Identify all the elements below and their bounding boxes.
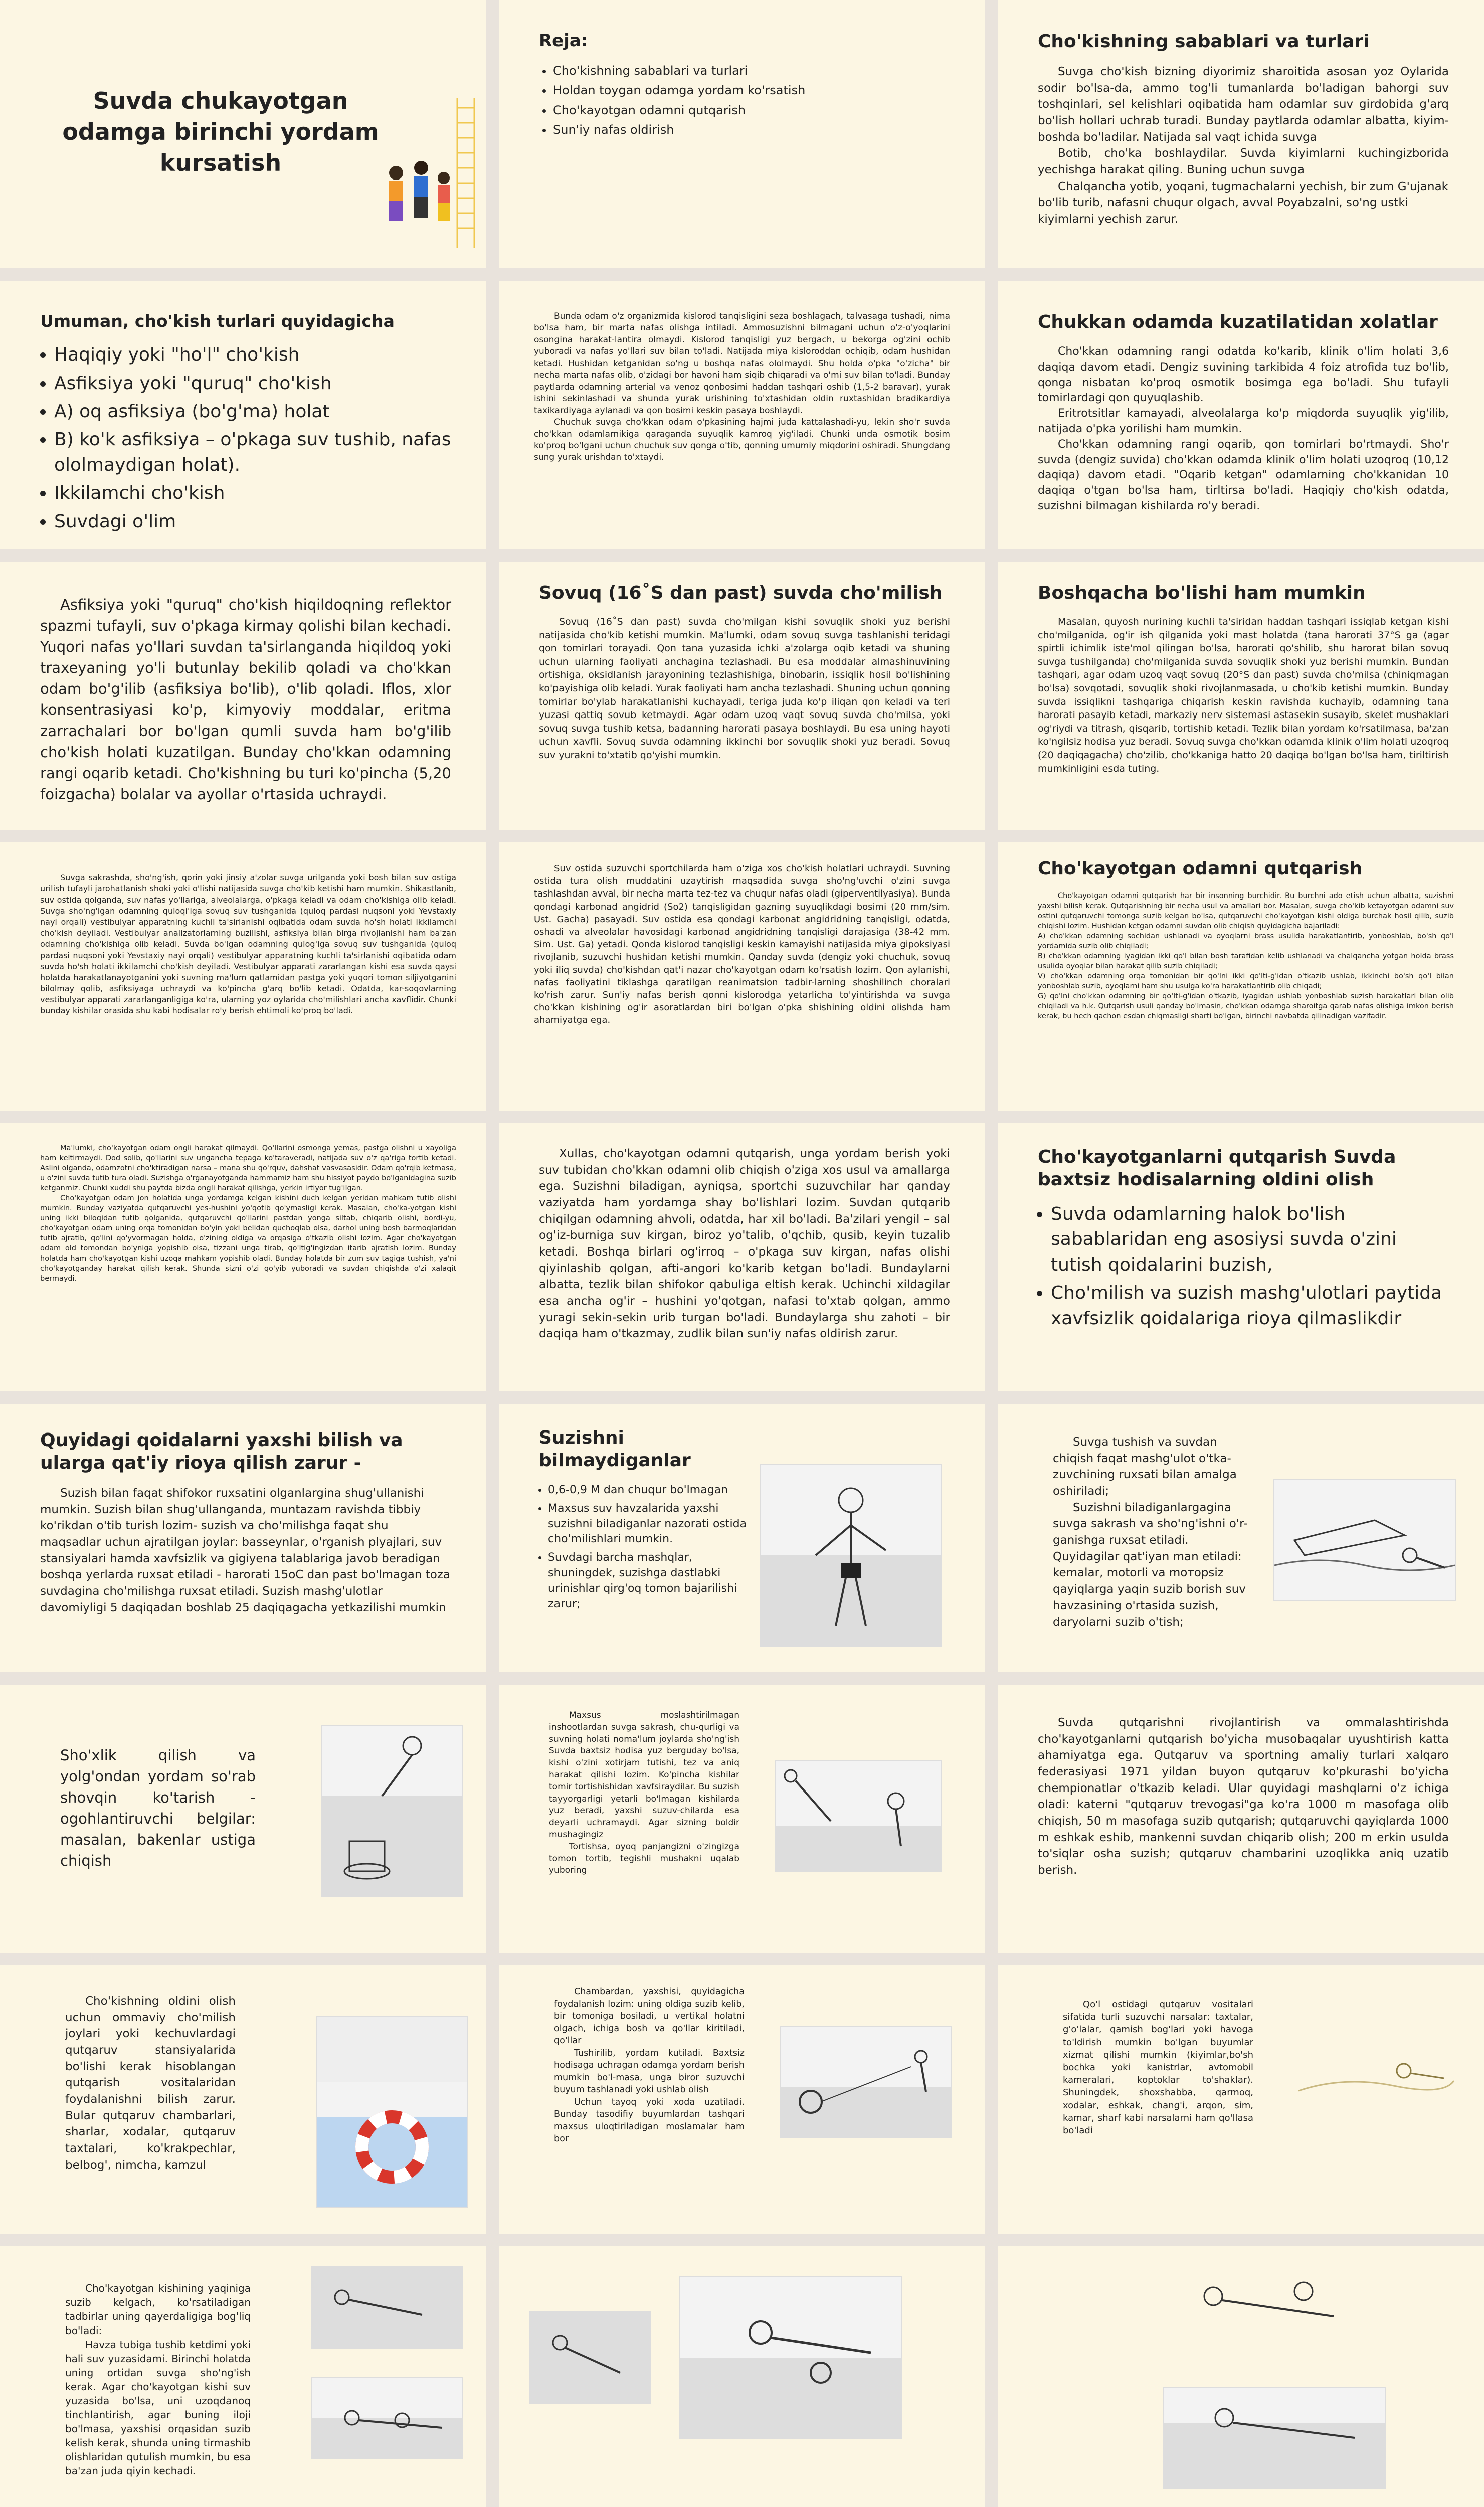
slide-text: Masalan, quyosh nurining kuchli ta'siridan haddan tashqari issiqlab ketgan kishi cho'milganida, og'ir ish qilganida yoki mast holatda (tana harorati 37°S ga (agar spirtli ichimlik iste'mol qilingan bo'lsa, harorati qo'shilib, shu harorat bilan sovuq suvga tushilganda) cho'milganida suvda sovuqlik shoki yuz berishi mumkin. Bundan tashqari, agar odam uzoq vaqt sovuq (20°S dan past) suvda cho'milsa (chiniqmagan bo'lsa) sovqotadi, sovuqlik shoki rivojlanmasada, u cho'kib ketishi mumkin. Bunday suvda issiqlikni tashqariga chiqarish keskin ravishda kuchayib, odamning tana harorati pasayib ketadi, markaziy nerv sistemasi astasekin susayib, skelet mushaklari og'riydi va titrash, qisqarib, tortishib ketadi. Tezlik bilan yordam ko'rsatilmasa, ba'zan ko'ngilsiz hodisa yuz beradi. Sovuq suvga cho'kkan odamda klinik o'lim holati uzoqroq (20 daqiqagacha) cho'zilib, cho'kkaniga hatto 20 daqiqa bo'lgan bo'lsa ham, tiriltirish mumkinligini esda tuting. — [1038, 616, 1449, 774]
slide-equipment — [0, 1965, 486, 2234]
rescue-pair-illustration — [679, 2276, 902, 2439]
slide-text: Havza tubiga tushib ketdimi yoki hali suv yuzasidami. Birinchi holatda uning ortidan suvga sho'ng'ish kerak. Agar cho'kayotgan kishi suv yuzasida bo'lsa, uni uzoqdanoq tinchlantirish, agar buning iloji bo'lmasa, yaxshisi orqasidan suzib kelish kerak, shunda uning tirmashib olishlaridan qutulish mumkin, bu esa ba'zan juda qiyin kechadi. — [65, 2339, 251, 2477]
rescue-item: G) qo'lni cho'kkan odamning bir qo'lti-g'idan o'tkazib, iyagidan ushlab yonboshlab suzish harakatlari bilan olib chiqiladi va h.k. Qutqarish usuli qanday bo'lmasin, cho'kkan odamga sharoitga qarab nafas olishiga imkon berish kerak, bu hech qachon esdan chiqmasligi sharti bo'lgan, birinchi navbatda qilinadigan vazifadir. — [1038, 992, 1454, 1020]
slide-text: Sho'xlik qilish va yolg'ondan yordam so'rab shovqin ko'tarish - ogohlantiruvchi belgilar: masalan, bakenlar ustiga chiqish — [60, 1747, 256, 1870]
types-list — [40, 342, 451, 534]
slide-cold-water — [499, 562, 985, 830]
slide-text: Cho'kayotgan odam jon holatida unga yordamga kelgan kishini duch kelgan yeridan mahkam tutib olishi mumkin. Bunday vaziyatda qutqaruvchi yes-hushini yo'qotib qo'ymasligi kerak. Masalan, cho'ka-yotgan kishi uning ikki biloqidan tutib qolganida, qutqaruvchi qo'llarini pastdan yonga siltab, chiqarib olishi, bordi-yu, cho'kayotgan odam uning orqa tomonidan bo'yin yoki belidan quchoqlab olsa, darhol uning bosh barmoqlaridan tutib ajratib, qo'lini qo'yvormagan holda, o'zining oldiga va orqasiga o'tkazib olishi lozim. Agar cho'kayotgan odam old tomondan bo'yniga yopishib olsa, tizzani unga tirab, qo'ltig'ingizdan itarib ajratish lozim. Bunday holatda ham cho'kayotgan kishi uzoqa mahkam yopishib oladi. Bunday holatda bir zum suv tagiga tushish, ya'ni cho'kayotganday harakat qilish kerak. Shunda sizni o'zi qo'yib yuboradi va suvdan chiqishda o'zi xalaqit bermaydi. — [40, 1194, 456, 1283]
prevention-item: • Suvda odamlarning halok bo'lish sabablaridan eng asosiysi suvda o'zini tutish qoidalarini buzish, — [1051, 1202, 1449, 1278]
slide-diving — [499, 1685, 985, 1953]
slide-body-text — [499, 281, 985, 549]
slide-text: Suvga sakrashda, sho'ng'ish, qorin yoki jinsiy a'zolar suvga urilganda yoki bosh bilan suv ostiga urilish tufayli jarohatlanish shoki yoki o'lishi natijasida suvga cho'kib ketishi ham mumkin. Shikastlanib, suv ostida qolganda, suv nafas yo'llariga, alveolalarga, o'pkaga keladi va odam cho'kishiga olib keladi. Suvga sho'ng'igan odamning quloqi'iga sovuq suv tushganida (quloq pardasi nuqsoni yoki Yevstaxiy nayi orqali) vestibulyar apparatning kuchli ta'sirlanishi oqibatida odam suvda ho'sh holati ikkilamchi cho'kish deyiladi. Vestibulyar analizatorlarning buzilishi, asfiksiya bilan birga rivojlanishi ham ba'zan odamning cho'kishiga olib keladi. Suvda bo'lgan odamning qulog'iga sovuq suv tushganida (quloq pardasi nuqsoni yoki Yevstaxiy nayi orqali) vestibulyar apparatning kuchli ta'sirlanishi oqibatida odam suvda ho'sh holati ikkilamchi cho'kish deyiladi. Vestibulyar apparati zararlangan kishi esa suvda qaysi holatda harakatlanayotganini yoki suvning ma'lum qatlamidan pastga yoki yuqori tomon siljiyotganini bilolmay qolib, asfiksiyaga uchraydi va ko'pincha g'arq bo'lib ketadi. Odatda, kar-soqovlarning vestibulyar apparati zararlanganligiga ko'ra, ularning yoz oylarida cho'milishlari ancha xavflidir. Chunki bunday kishilar orasida shu kabi hodisalar ro'y berish ehtimoli ko'proq bo'ladi. — [40, 873, 456, 1015]
non-swimmers-list — [539, 1483, 750, 1612]
slide-text: Eritrotsitlar kamayadi, alveolalarga ko'p miqdorda suyuqlik yig'ilib, natijada o'pka yorilishi ham mumkin. — [1038, 407, 1449, 435]
diver-illustration — [775, 1760, 942, 1872]
ladder-decoration — [455, 98, 476, 248]
slide-heading: Umuman, cho'kish turlari quyidagicha — [40, 311, 395, 331]
rescue-ring-illustration — [316, 2016, 468, 2208]
rescue-item: A) cho'kkan odamning sochidan ushlanadi va oyoqlarni brass usulida harakatlantirib, yonboshlab, bo'sh qo'l yordamida suzib olib chiqiladi; — [1038, 932, 1454, 950]
slide-prevention — [998, 1123, 1484, 1391]
plan-item: • Cho'kayotgan odamni qutqarish — [553, 102, 950, 119]
non-swimmers-item: • 0,6-0,9 M dan chuqur bo'lmagan — [548, 1483, 750, 1498]
slide-images-2 — [998, 2246, 1484, 2507]
slide-text: Uchun tayoq yoki xoda uzatiladi. Bunday tasodifiy buyumlardan tashqari maxsus uloqtiriladigan moslamalar ham bor — [554, 2097, 745, 2144]
plan-item: • Cho'kishning sabablari va turlari — [553, 63, 950, 80]
rescue-list — [1038, 931, 1454, 1021]
slide-text: Bunda odam o'z organizmida kislorod tanqisligini seza boshlagach, talvasaga tushadi, nima bo'lsa ham, bir marta nafas olishga intiladi. Ammosuzishni bilmagani uchun o'z-o'yoqlarini osongina harakat-lantira olmaydi. Kislorod tanqisligi yuz bergach, u bekorga og'zini ochib yuboradi va nafas yo'llari suv bilan to'ladi. Natijada miya kisloroddan ochiqib, odam hushidan ketadi. Hushidan ketganidan so'ng u boshqa nafas ololmaydi. Shu holda o'pka "o'zicha" bir necha marta nafas olib, o'zidagi bor havoni ham siqib chiqaradi va o'mi suv bilan to'ladi. Bunday paytlarda odamning arterial va venoz qonbosimi haddan tashqari oshib (1,5-2 baravar), yurak ishini sekinlashadi va shunda yurak urishining to'xtashidan oldin ruxtashidan bradikardiya taxikardiyaga aylanadi va qon bosimi keskin pasaya boshlaydi. — [534, 311, 950, 416]
slide-text: Cho'kkan odamning rangi oqarib, qon tomirlari bo'rtmaydi. Sho'r suvda (dengiz suvida) cho'kkan odamda klinik o'lim holati uzoqroq (10,12 daqiqa) davom etadi. "Oqarib ketgan" odamlarning cho'kkanidan 10 daqiqa o'tgan bo'lsa ham, tirltirsa bo'ladi. Haqiqiy cho'kish odatda, suzishni bilmagan kishilarda ro'y beradi. — [1038, 438, 1449, 512]
people-illustration — [366, 143, 466, 243]
slide-text: Xullas, cho'kayotgan odamni qutqarish, unga yordam berish yoki suv tubidan cho'kkan odamni olib chiqish o'ziga xos usul va amallarga ega. Suzishni biladigan, ayniqsa, sportchi suzuvchilar har qanday vaziyatda ham yordamga shay bo'lishlari lozim. Suvdan qutqarib chiqilgan odamning ahvoli, odatda, har xil bo'ladi. Ba'zilari yengil – sal og'iz-burniga suv kirgan, biroz yo'talib, o'qchib, qusib, keyin tuzalib ketadi. Boshqa birlari og'irroq – o'pkaga suv kirgan, nafas olishi qiyinlashib qolgan, afti-angori ko'karib ketgan bo'ladi. Bundaylarni albatta, tezlik bilan shifokor qabuliga eltish kerak. Uchinchi xildagilar esa ancha og'ir – hushini yo'qotgan, nafasi to'xtab qolgan, ammo yuragi sekin-sekin urib turgan bo'ladi. Bundaylarga shu zahoti – bir daqiqa ham o'tkazmay, zudlik bilan sun'iy nafas oldirish zarur. — [539, 1147, 950, 1341]
towing-illustration — [1163, 2261, 1384, 2372]
slide-rescue — [998, 842, 1484, 1111]
slide-heading: Cho'kishning sabablari va turlari — [1038, 31, 1370, 52]
non-swimmers-item: • Suvdagi barcha mashqlar, shuningdek, suzishga dastlabki urinishlar qirg'oq tomon bajarilishi zarur; — [548, 1550, 750, 1612]
slide-text: Cho'kayotgan odamni qutqarish har bir insonning burchidir. Bu burchni ado etish uchun albatta, suzishni yaxshi bilish kerak. Qutqarishning bir necha usul va amallari bor. Masalan, suvga cho'kib ketayotgan odamni suv ostini qutqaruvchi tomonga suzib kelgan bo'lsa, qutqaruvchi cho'kayotgan kishi oldiga burchak hosil qilib, suzib chiqishi lozim. Hushidan ketgan odamni suvdan olib chiqish quyidagicha bajariladi: — [1038, 892, 1454, 930]
slide-divers — [499, 842, 985, 1111]
slide-text: Chalqancha yotib, yoqani, tugmachalarni yechish, bir zum G'ujanak bo'lib turib, nafasni chuqur olgach, avval Poyabzalni, so'ng ustki kiyimlarni yechish zarur. — [1038, 180, 1449, 226]
slide-text: Chambardan, yaxshisi, quyidagicha foydalanish lozim: uning oldiga suzib kelib, bir tomoniga bosiladi, u vertikal holatni olgach, ichiga bosh va qo'llar kiritiladi, qo'llar — [554, 1987, 745, 2046]
boat-swimmer-illustration — [1273, 1479, 1456, 1601]
rescue-item: B) cho'kkan odamning iyagidan ikki qo'l bilan bosh tarafidan kelib ushlanadi va chalqancha yotgan holda brass usulida oyoqlar bilan harakat qilib suzib chiqiladi; — [1038, 952, 1454, 970]
plan-item: • Holdan toygan odamga yordam ko'rsatish — [553, 82, 950, 99]
prevention-list — [1038, 1202, 1449, 1331]
slide-heading: Chukkan odamda kuzatilatidan xolatlar — [1038, 312, 1438, 332]
carry-illustration — [529, 2311, 651, 2404]
slide-title — [0, 0, 486, 268]
slide-ring-usage — [499, 1965, 985, 2234]
presentation-title: Suvda chukayotgan odamga birinchi yordam kursatish — [62, 87, 379, 177]
slide-text: Suv ostida suzuvchi sportchilarda ham o'ziga xos cho'kish holatlari uchraydi. Suvning ostida tura olish muddatini uzaytirish maqsadida suvga sho'ng'uvchi o'zini suvga tashlashdan avval, bir necha marta tez-tez va chuqur nafas oladi (giperventilyasiya). Bunda qondagi karbonad angidrid (So2) tanqisligidan gazning suyuqlikdagi bosimi (20 mm/sim. Ust. Gacha) pasayadi. Suv ostida esa qondagi karbonat angidridning tanqisligi, odatda, oshadi va alveolalar havosidagi karbonad angidridning tanqisligi darajasiga (38-42 mm. Sim. Ust. Ga) yetadi. Qonda kislorod tanqisligi keskin kamayishi natijasida miya gipoksiyasi rivojlanib, suzuvchi hushidan ketishi mumkin. Qanday suvda (dengiz yoki chuchuk, sovuq yoki iliq suvda) cho'kishdan qat'i nazar cho'kayotgan odam ko'rsatish lozim. Qon aylanishi, nafas faoliyatini tiklashga qaratilgan reanimatsion tadbir-larning shoshilinch choralari ko'rish zarur. Sun'iy nafas berish qonni kislorodga yetarlicha to'yintirishda va suvga cho'kkan kishining og'ir asoratlardan biri bo'lgan o'pka shishining oldini olishda ham ahamiyatga ega. — [534, 863, 950, 1026]
slide-text: Suvga tushish va suvdan chiqish faqat mashg'ulot o'tka-zuvchining ruxsati bilan amalga oshiriladi; — [1053, 1436, 1237, 1498]
types-item: • Haqiqiy yoki "ho'l" cho'kish — [54, 342, 451, 368]
slide-warnings — [0, 1685, 486, 1953]
slide-text: Tushirilib, yordam kutiladi. Baxtsiz hodisaga uchragan odamga yordam berish mumkin bo'l-masa, unga biror suzuvchi buyum tashlanadi yoki ushlab olish — [554, 2048, 745, 2095]
types-item: • A) oq asfiksiya (bo'g'ma) holat — [54, 399, 451, 424]
slide-heading: Suzishni bilmaydiganlar — [539, 1427, 691, 1471]
slide-entry-rules — [998, 1404, 1484, 1672]
slide-text: Suvda qutqarishni rivojlantirish va ommalashtirishda cho'kayotganlarni qutqarish bo'yicha musobaqalar uyushtirish katta ahamiyatga ega. Qutqaruv va sportning amaliy turlari xalqaro federasiyasi 1971 yildan buyon qutqaruv ko'pkurashi bo'yicha chempionatlar o'tkazib keladi. Ular quyidagi mashqlarni o'z ichiga oladi: katerni "qutqaruv trevogasi"ga ko'ra 1000 m masofaga olib chiqish, 50 m masofaga suzib qutqarish; qutqaruvchi qayiqlarda 1000 m eshkak eshib, mankenni suvdan chiqarib olish; 200 m erkin usulda to'siqlar osha suzish; qutqaruv chambarini uzoqlikka aniq uzatib berish. — [1038, 1716, 1449, 1877]
slide-text: Cho'kayotgan kishining yaqiniga suzib kelgach, ko'rsatiladigan tadbirlar uning qayerdaligiga bog'liq bo'ladi: — [65, 2282, 251, 2337]
slide-behaviour — [0, 1123, 486, 1391]
plan-item: • Sun'iy nafas oldirish — [553, 122, 950, 139]
slide-text: Suzishni biladiganlargagina suvga sakrash va sho'ng'ishni o'r-ganishga ruxsat etiladi. Quyidagilar qat'iyan man etiladi: kemalar, motorli va moторsiz qayiqlarga yaqin suzib borish suv havzasining o'rtasida suzish, daryolarni suzib o'tish; — [1053, 1501, 1248, 1629]
slide-heading: Boshqacha bo'lishi ham mumkin — [1038, 583, 1366, 603]
slide-text: Botib, cho'ka boshlaydilar. Suvda kiyimlarni kuchingizborida yechishga harakat qiling. Buning uchun suvga — [1038, 147, 1449, 176]
slide-text: Suzish bilan faqat shifokor ruxsatini olganlargina shug'ullanishi mumkin. Suzish bilan shug'ullanganda, muntazam ravishda tibbiy ko'rikdan o'tib turish lozim- suzish va cho'milishga faqat shu maqsadlar uchun ajratilgan joylar: basseynlar, o'rganish plyajlari, suv stansiyalari hamda xavfsizlik va gigiyena talablariga javob beradigan boshqa yerlarda ruxsat etiladi - harorati 15oC dan past bo'lmagan toza suvdagina cho'milishga ruxsat etiladi. Suzish mashg'ulotlar davomiyligi 5 daqiqadan boshlab 25 daqiqagacha yetkazilishi mumkin — [40, 1487, 450, 1615]
slide-approach — [0, 2246, 486, 2507]
types-item: • Asfiksiya yoki "quruq" cho'kish — [54, 371, 451, 396]
slide-images-1 — [499, 2246, 985, 2507]
slide-text: Tortishsa, oyoq panjangizni o'zingizga tomon tortib, tegishli mushakni uqalab yuboring — [549, 1841, 739, 1876]
side-carry-illustration — [1163, 2387, 1386, 2489]
slide-competitions — [998, 1685, 1484, 1953]
slide-asphyxia — [0, 562, 486, 830]
slide-causes — [998, 0, 1484, 268]
slide-heading: Sovuq (16˚S dan past) suvda cho'milish — [539, 583, 943, 603]
types-item: • Ikkilamchi cho'kish — [54, 481, 451, 506]
slide-text: Ma'lumki, cho'kayotgan odam ongli harakat qilmaydi. Qo'llarini osmonga yemas, pastga olishni u xayoliga ham keltirmaydi. Dod solib, qo'llarini suv ungancha tepaga ko'taraveradi, natijada suv o'z qa'riga tortib ketadi. Aslini olganda, odamzotni cho'ktiradigan narsa – mana shu qo'rquv, dahshat vasvasasidir. Odam qo'rqib ketmasa, u o'zini suvda tutib tura oladi. Suzishga o'rganayotganda hammamiz ham shu hissiyot paydo bo'lganidagina suzib ketganmiz. Chunki xuddi shu paytda bizda ongli harakat qilishga, yerkin irtiyor tug'ilgan. — [40, 1144, 456, 1192]
rope-rescue-illustration — [780, 2026, 952, 2138]
slide-text: Chuchuk suvga cho'kkan odam o'pkasining hajmi juda kattalashadi-yu, lekin sho'r suvda cho'kkan odamlarnikiga qaraganda suyuqlik kamroq yig'iladi. Chunki unda osmotik bosim ko'proq bo'lgani uchun chuchuk suv qonga o'tib, qonning umumiy miqdorini oshiradi. Shungdang sung yurak urishdan to'xtaydi. — [534, 417, 950, 463]
slide-non-swimmers — [499, 1404, 985, 1672]
prevention-item: • Cho'milish va suzish mashg'ulotlari paytida xavfsizlik qoidalariga rioya qilmaslikdir — [1051, 1281, 1449, 1331]
slide-types — [0, 281, 486, 549]
slide-secondary — [0, 842, 486, 1111]
rescue-item: V) cho'kkan odamning orqa tomonidan bir qo'lni ikki qo'lti-g'idan o'tkazib ushlab, ikkinchi bo'sh qo'l bilan yonboshlab suzib, oyoqlarni ham shu usulga ko'ra harakatlantirib olib chiqadi; — [1038, 972, 1454, 990]
slide-text: Maxsus moslashtirilmagan inshootlardan suvga sakrash, chu-qurligi va suvning holati noma'lum joylarda sho'ng'ish Suvda baxtsiz hodisa yuz berguday bo'lsa, kishi o'zini xotirjam tutishi, tez va aniq harakat qilishi lozim. Ko'pincha kishilar tomir tortishishidan xavfsiraydilar. Bu suzish tayyorgarligi yetarli bo'lmagan kishilarda yuz beradi, yaxshi suzuv-chilarda esa deyarli uchramaydi. Agar sizning boldir mushagingiz — [549, 1710, 739, 1840]
slide-heading: Cho'kayotgan odamni qutqarish — [1038, 858, 1363, 879]
types-item: • B) ko'k asfiksiya – o'pkaga suv tushib, nafas ololmaydigan holat). — [54, 427, 451, 478]
slide-text: Cho'kishning oldini olish uchun ommaviy cho'milish joylari yoki kechuvlardagi qutqaruv stansiyalarida bo'lishi kerak hisoblangan qutqarish vositalaridan foydalanishni bilish zarur. Bular qutqaruv chambarlari, sharlar, xodalar, qutqaruv taxtalari, ko'krakpechlar, belbog', nimcha, kamzul — [65, 1995, 236, 2172]
non-swimmers-item: • Maxsus suv havzalarida yaxshi suzishni biladiganlar nazorati ostida cho'milishlari mumkin. — [548, 1501, 750, 1547]
slide-observations — [998, 281, 1484, 549]
slide-other — [998, 562, 1484, 830]
slide-text: Asfiksiya yoki "quruq" cho'kish hiqildoqning reflektor spazmi tufayli, suv o'pkaga kirmay qolishi bilan kechadi. Yuqori nafas yo'llari suvdan ta'sirlanganda hiqildoq yoki traxeyaning yo'li butunlay bekilib qoladi va cho'kkan odam bo'g'ilib (asfiksiya bo'lib), o'lib qoladi. Iflos, xlor konsentrasiyasi ko'p, kimyoviy moddalar, eritma zarrachalari bor bo'lgan qumli suvda ham bo'g'ilib cho'kish holati kuzatilgan. Bunday cho'kkan odamning rangi oqarib ketadi. Cho'kishning bu turi ko'pincha (5,20 foizgacha) bolalar va ayollar o'rtasida uchraydi. — [40, 596, 451, 803]
slide-heading: Quyidagi qoidalarni yaxshi bilish va ularga qat'iy rioya qilish zarur - — [40, 1430, 403, 1473]
slide-rules — [0, 1404, 486, 1672]
plan-list — [539, 63, 950, 139]
slide-text: Qo'l ostidagi qutqaruv vositalari sifatida turli suzuvchi narsalar: taxtalar, g'o'lalar, qamish bog'lari yoki havoga to'ldirish mumkin bo'lgan buyumlar xizmat qilishi mumkin (kiyimlar,bo'sh bochka yoki kanistrlar, avtomobil kameralari, koptoklar to'shaklar). Shuningdek, shoxshabba, qarmoq, xodalar, eshkak, chang'i, arqon, sim, kamar, sharf kabi narsalarni ham qo'llasa bo'ladi — [1063, 1999, 1253, 2136]
swimmer-illustration — [760, 1464, 942, 1647]
tow-rescue-illustration — [311, 2377, 463, 2459]
lifeline-illustration — [1293, 2031, 1459, 2121]
slide-plan — [499, 0, 985, 268]
types-item: • Suvdagi o'lim — [54, 509, 451, 534]
slide-summary — [499, 1123, 985, 1391]
slide-text: Suvga cho'kish bizning diyorimiz sharoitida asosan yoz Oylarida sodir bo'lsa-da, ammo tog'li tumanlarda bo'ladigan bahorgi suv toshqinlari, sel kelishlari oqibatida ham odamlar suv girdobida g'arq bo'lish hollari uchrab turadi. Bunday paytlarda odamlar albatta, kiyim-boshda bo'ladilar. Natijada sal vaqt ichida suvga — [1038, 65, 1449, 144]
slide-text: Sovuq (16˚S dan past) suvda cho'milgan kishi sovuqlik shoki yuz berishi natijasida cho'kib ketishi mumkin. Ma'lumki, odam sovuq suvga tashlanishi teridagi qon tomirlari torayadi. Qon tana yuzasida ichki a'zolarga oqib ketadi va shuning uchun ularning faoliyati anchagina tezlashadi. Bu esa moddalar almashinuvining ortishiga, oksidlanish jarayonining tezlashishiga, binobarin, issiqlik hosil bo'lishining ko'payishiga olib keladi. Yurak faoliyati ham ancha tezlashadi. Shuning uchun qonning tomirlar bo'ylab harakatlanishi kuchayadi, teriga juda ko'p iliqan qon keladi va teri yuzasi qattiq sovub ketmaydi. Agar odam uzoq vaqt sovuq suvda cho'milsa, yoki sovuq suvga tushib ketsa, badanning harorati pasaya boshlaydi. Bu esa uning hayoti uchun xavfli. Sovuq suvda odamning ikkinchi bor sovuqlik shoki yuz beradi. Sovuq suv yurakni to'xtatib qo'yishi mumkin. — [539, 616, 950, 761]
buoy-illustration — [321, 1725, 463, 1897]
slide-improvised — [998, 1965, 1484, 2234]
underwater-rescue-illustration — [311, 2266, 463, 2349]
plan-heading: Reja: — [539, 31, 588, 51]
slide-heading: Cho'kayotganlarni qutqarish Suvda baxtsiz hodisalarning oldini olish — [1038, 1147, 1396, 1190]
slide-text: Cho'kkan odamning rangi odatda ko'karib, klinik o'lim holati 3,6 daqiqa davom etadi. Dengiz suvining tarkibida 4 foiz atrofida tuz bo'lib, qonga nisbatan ko'proq osmotik bosimga ega bo'ladi. Shu tufayli tomirlardagi qon quyuqlashib. — [1038, 345, 1449, 405]
